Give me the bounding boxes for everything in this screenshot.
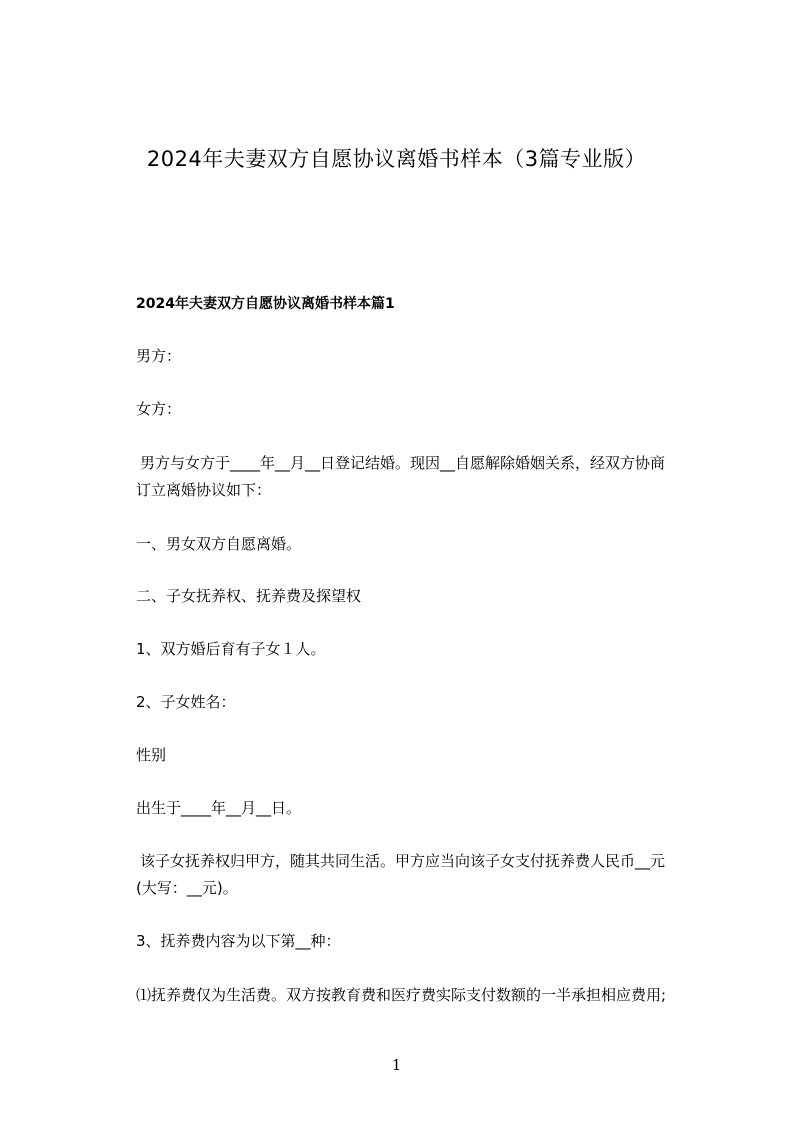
gender-field: 性别 [136, 746, 167, 764]
page-number: 1 [391, 1056, 402, 1074]
custody-paragraph-line-1: 该子女抚养权归甲方，随其共同生活。甲方应当向该子女支付抚养费人民币__元 [140, 852, 666, 870]
intro-paragraph-line-1: 男方与女方于____年__月__日登记结婚。现因__自愿解除婚姻关系，经双方协商 [140, 454, 666, 472]
sub-clause-2: 2、子女姓名： [136, 693, 236, 711]
birth-date-field: 出生于____年__月__日。 [136, 799, 302, 817]
document-title: 2024年夫妻双方自愿协议离婚书样本（3篇专业版） [146, 147, 647, 171]
sub-clause-3: 3、抚养费内容为以下第__种： [136, 932, 341, 950]
sub-clause-1: 1、双方婚后育有子女１人。 [136, 640, 326, 658]
clause-2: 二、子女抚养权、抚养费及探望权 [136, 587, 362, 605]
woman-field: 女方： [136, 400, 182, 418]
intro-paragraph-line-2: 订立离婚协议如下： [136, 481, 272, 499]
custody-paragraph-line-2: (大写：__元)。 [136, 879, 238, 897]
clause-1: 一、男女双方自愿离婚。 [136, 535, 302, 553]
man-field: 男方： [136, 347, 182, 365]
section-heading: 2024年夫妻双方自愿协议离婚书样本篇1 [136, 296, 395, 312]
option-1: ⑴抚养费仅为生活费。双方按教育费和医疗费实际支付数额的一半承担相应费用; [136, 986, 667, 1004]
